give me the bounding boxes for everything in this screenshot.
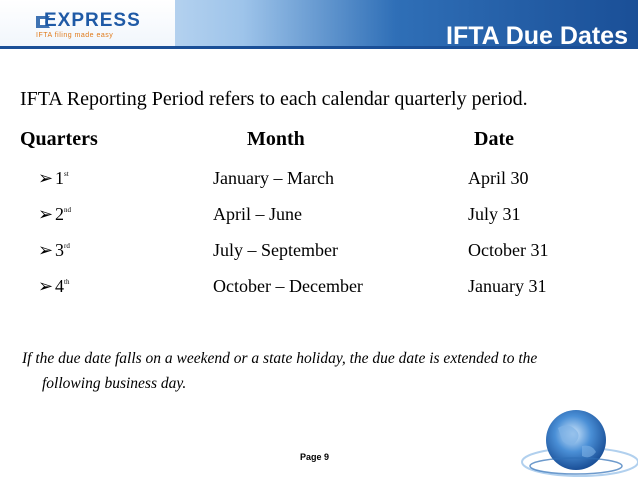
arrow-bullet-icon: ➢ bbox=[38, 240, 54, 260]
header bbox=[0, 0, 638, 55]
quarters-header: Quarters bbox=[20, 128, 98, 150]
due-date: October 31 bbox=[468, 240, 549, 260]
table-row bbox=[0, 168, 638, 194]
table-row bbox=[0, 204, 638, 230]
page-number: Page 9 bbox=[300, 452, 330, 462]
note-line-2: following business day. bbox=[42, 375, 187, 392]
intro-text: IFTA Reporting Period refers to each calendar quarterly period. bbox=[20, 88, 528, 110]
arrow-bullet-icon: ➢ bbox=[38, 276, 54, 296]
month-range: January – March bbox=[213, 168, 334, 188]
due-date: January 31 bbox=[468, 276, 547, 296]
quarter-label: 4th bbox=[55, 276, 70, 296]
quarter-label: 3rd bbox=[55, 240, 70, 260]
arrow-bullet-icon: ➢ bbox=[38, 204, 54, 224]
quarter-label: 2nd bbox=[55, 204, 71, 224]
due-date-note bbox=[22, 346, 622, 396]
month-range: July – September bbox=[213, 240, 338, 260]
arrow-bullet-icon: ➢ bbox=[38, 168, 54, 188]
page-title: IFTA Due Dates bbox=[446, 22, 628, 50]
table-row bbox=[0, 240, 638, 266]
globe-icon bbox=[510, 400, 638, 479]
month-range: April – June bbox=[213, 204, 302, 224]
due-date: July 31 bbox=[468, 204, 521, 224]
note-line-1: If the due date falls on a weekend or a state holiday, the due date is extended to the bbox=[22, 350, 538, 367]
logo-tagline: IFTA filing made easy bbox=[36, 32, 114, 39]
month-range: October – December bbox=[213, 276, 363, 296]
quarter-label: 1st bbox=[55, 168, 69, 188]
date-header: Date bbox=[474, 128, 514, 150]
logo bbox=[0, 0, 175, 46]
logo-text: EXPRESS bbox=[44, 10, 141, 31]
month-header: Month bbox=[247, 128, 305, 150]
due-date: April 30 bbox=[468, 168, 529, 188]
table-row bbox=[0, 276, 638, 302]
